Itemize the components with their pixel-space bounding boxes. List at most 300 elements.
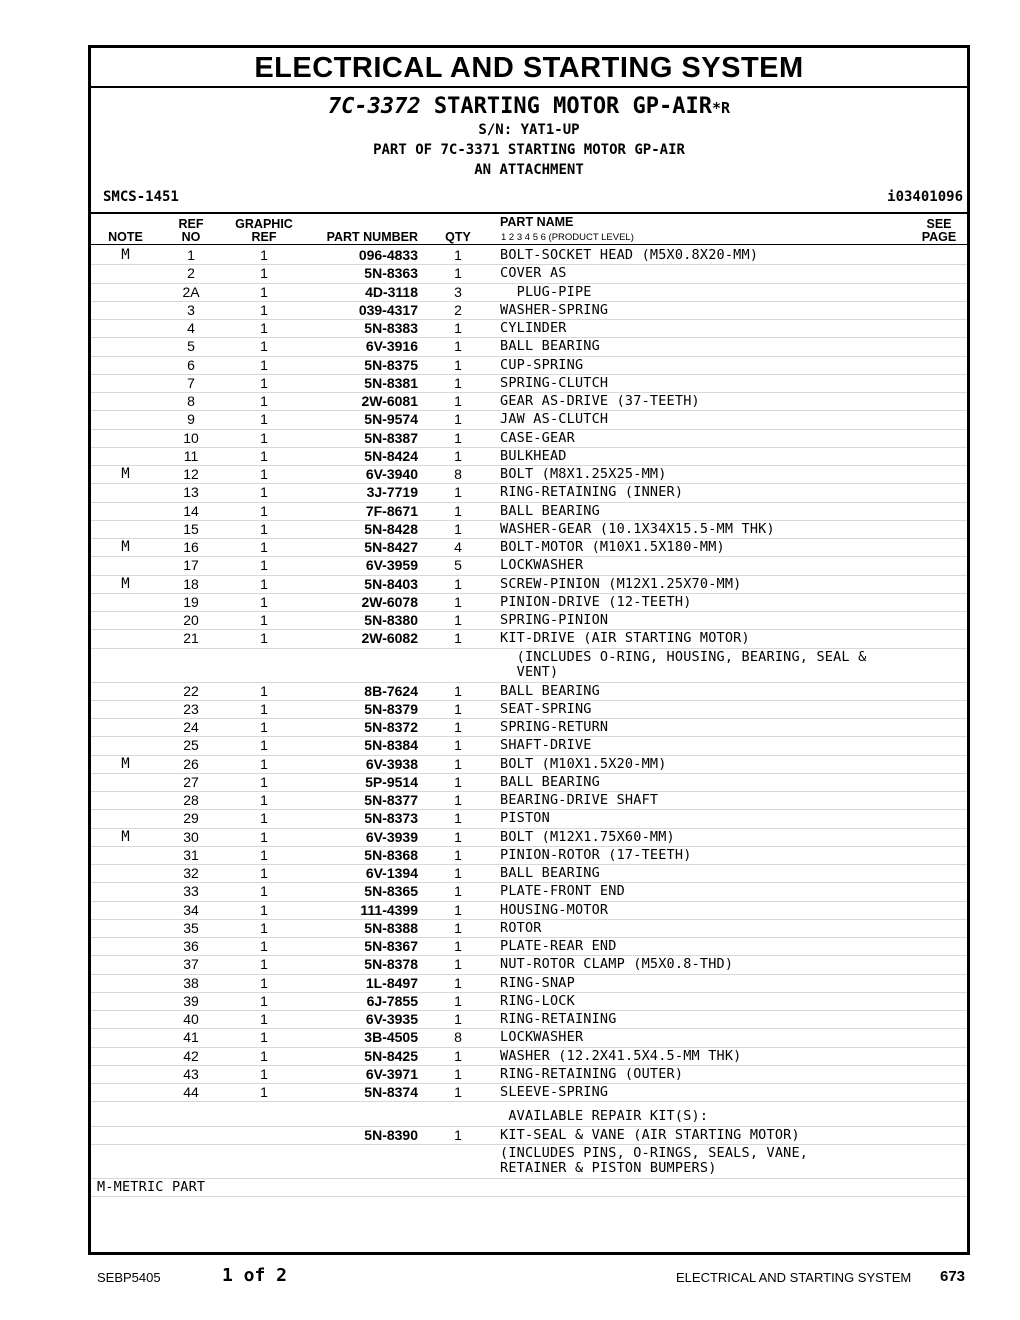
cell-graphic-ref: 1 — [260, 828, 268, 845]
cell-part-name: CYLINDER — [500, 320, 567, 336]
parts-list-frame — [88, 45, 970, 1255]
cell-ref: 32 — [183, 865, 199, 881]
cell-part-number: 6V-3971 — [365, 1065, 418, 1082]
cell-ref: 15 — [183, 520, 199, 537]
group-suffix: *R — [712, 99, 731, 117]
cell-part-name: PINION-ROTOR (17-TEETH) — [500, 846, 692, 863]
cell-part-name: BOLT-SOCKET HEAD (M5X0.8X20-MM) — [500, 247, 759, 263]
col-ref-top: REF — [178, 217, 204, 231]
cell-ref: 2 — [187, 265, 195, 282]
cell-qty: 1 — [454, 520, 462, 537]
document-id: SEBP5405 — [97, 1270, 161, 1285]
cell-graphic-ref: 1 — [260, 883, 268, 900]
cell-part-name: PINION-DRIVE (12-TEETH) — [500, 593, 692, 610]
cell-ref: 22 — [183, 682, 199, 699]
table-row — [91, 1047, 967, 1066]
cell-ref: 8 — [187, 393, 195, 409]
cell-graphic-ref: 1 — [260, 938, 268, 954]
cell-graphic-ref: 1 — [260, 612, 268, 628]
col-graphic-bottom: REF — [251, 230, 277, 244]
table-row — [91, 483, 967, 502]
cell-part-number: 5N-8373 — [364, 810, 418, 827]
cell-part-name: PISTON — [500, 810, 550, 827]
cell-part-number: 1L-8497 — [365, 974, 418, 991]
cell-graphic-ref: 1 — [260, 484, 268, 501]
cell-part-name: RING-RETAINING (OUTER) — [500, 1065, 684, 1082]
cell-part-number: 6V-3916 — [365, 338, 418, 355]
cell-ref: 39 — [183, 992, 199, 1009]
cell-part-number: 5N-8374 — [364, 1084, 418, 1100]
cell-part-number: 8B-7624 — [364, 682, 418, 699]
cell-graphic-ref: 1 — [260, 411, 268, 428]
column-header-divider — [91, 244, 967, 245]
table-row — [91, 1028, 967, 1047]
cell-graphic-ref: 1 — [260, 1065, 268, 1082]
cell-graphic-ref: 1 — [260, 265, 268, 282]
group-name: STARTING MOTOR GP-AIR — [433, 94, 713, 119]
cell-qty: 1 — [454, 901, 462, 918]
cell-part-name: HOUSING-MOTOR — [500, 901, 609, 918]
table-row — [91, 575, 967, 594]
table-row — [91, 700, 967, 719]
cell-part-number: 5N-8379 — [364, 700, 418, 717]
part-of-line: PART OF 7C-3371 STARTING MOTOR GP-AIR — [373, 142, 685, 158]
table-row — [91, 755, 967, 774]
cell-graphic-ref: 1 — [260, 301, 268, 318]
table-row — [91, 593, 967, 612]
cell-part-number: 2W-6082 — [361, 630, 418, 647]
table-row — [91, 682, 967, 701]
cell-qty: 1 — [454, 338, 462, 355]
cell-ref: 10 — [183, 429, 199, 446]
cell-qty: 1 — [454, 374, 462, 391]
cell-part-number: 6V-3940 — [365, 466, 418, 482]
cell-part-name: (INCLUDES PINS, O-RINGS, SEALS, VANE, RETAINER & PISTON BUMPERS) — [500, 1144, 809, 1176]
group-heading — [91, 94, 967, 119]
cell-ref: 30 — [183, 828, 199, 845]
cell-qty: 1 — [454, 484, 462, 501]
cell-part-number: 5N-8425 — [364, 1047, 418, 1064]
table-row — [91, 882, 967, 901]
cell-part-name: SHAFT-DRIVE — [500, 737, 592, 754]
cell-qty: 1 — [454, 356, 462, 373]
cell-part-number: 5N-8368 — [364, 846, 418, 863]
cell-qty: 1 — [454, 612, 462, 628]
table-row — [91, 937, 967, 956]
cell-part-name: CASE-GEAR — [500, 429, 575, 446]
cell-ref: 38 — [183, 974, 199, 991]
cell-ref: 13 — [183, 484, 199, 501]
cell-part-name: BALL BEARING — [500, 502, 600, 519]
cell-qty: 1 — [454, 773, 462, 790]
cell-part-number: 3J-7719 — [366, 484, 418, 501]
cell-part-number: 5N-8428 — [364, 520, 418, 537]
cell-part-name: BOLT (M12X1.75X60-MM) — [500, 828, 675, 845]
cell-graphic-ref: 1 — [260, 846, 268, 863]
cell-part-number: 5N-8427 — [364, 539, 418, 555]
cell-part-name: WASHER (12.2X41.5X4.5-MM THK) — [500, 1047, 742, 1064]
cell-note: M — [121, 247, 130, 263]
cell-part-number: 3B-4505 — [364, 1029, 418, 1046]
table-row — [91, 791, 967, 810]
cell-graphic-ref: 1 — [260, 575, 268, 592]
cell-graphic-ref: 1 — [260, 974, 268, 991]
table-row — [91, 629, 967, 648]
table-row — [91, 429, 967, 448]
table-row — [91, 736, 967, 755]
table-row — [91, 846, 967, 865]
cell-note: M — [121, 828, 130, 845]
table-row — [91, 1126, 967, 1145]
cell-ref: 43 — [183, 1065, 199, 1082]
cell-ref: 44 — [183, 1084, 199, 1100]
cell-part-name: KIT-SEAL & VANE (AIR STARTING MOTOR) — [500, 1126, 800, 1143]
cell-qty: 1 — [454, 447, 462, 464]
col-see-bottom: PAGE — [921, 230, 957, 244]
cell-ref: 11 — [183, 447, 199, 464]
serial-range: S/N: YAT1-UP — [478, 122, 580, 138]
col-qty: QTY — [445, 230, 471, 244]
table-row — [91, 1144, 967, 1179]
cell-ref: 37 — [183, 956, 199, 973]
cell-part-name: KIT-DRIVE (AIR STARTING MOTOR) — [500, 630, 750, 647]
cell-part-number: 6V-3959 — [365, 557, 418, 574]
cell-qty: 1 — [454, 502, 462, 519]
cell-part-name: BOLT-MOTOR (M10X1.5X180-MM) — [500, 539, 725, 555]
cell-qty: 1 — [454, 865, 462, 881]
cell-qty: 1 — [454, 755, 462, 772]
cell-graphic-ref: 1 — [260, 520, 268, 537]
cell-part-name: LOCKWASHER — [500, 1029, 584, 1046]
cell-qty: 1 — [454, 429, 462, 446]
cell-part-number: 2W-6078 — [361, 593, 418, 610]
cell-part-number: 096-4833 — [358, 247, 418, 263]
table-row — [91, 974, 967, 993]
cell-qty: 1 — [454, 974, 462, 991]
section-name: ELECTRICAL AND STARTING SYSTEM — [676, 1270, 912, 1285]
table-row — [91, 520, 967, 539]
table-row — [91, 337, 967, 356]
col-note: NOTE — [108, 230, 143, 244]
cell-part-name: LOCKWASHER — [500, 557, 584, 574]
cell-graphic-ref: 1 — [260, 502, 268, 519]
attachment-line: AN ATTACHMENT — [474, 162, 584, 178]
table-row — [91, 447, 967, 466]
cell-part-name: RING-RETAINING — [500, 1011, 617, 1027]
cell-ref: 2A — [182, 283, 200, 300]
cell-qty: 1 — [454, 1047, 462, 1064]
cell-ref: 27 — [183, 773, 199, 790]
cell-ref: 4 — [187, 320, 195, 336]
cell-qty: 1 — [454, 846, 462, 863]
cell-ref: 40 — [183, 1011, 199, 1027]
cell-qty: 1 — [454, 1126, 462, 1143]
col-graphic-top: GRAPHIC — [235, 217, 293, 231]
table-row — [91, 773, 967, 792]
cell-note: M — [121, 575, 130, 592]
table-row — [91, 374, 967, 393]
cell-ref: 34 — [183, 901, 199, 918]
table-row — [91, 1065, 967, 1084]
cell-qty: 5 — [454, 557, 462, 574]
cell-graphic-ref: 1 — [260, 1084, 268, 1100]
col-ref-bottom: NO — [181, 230, 201, 244]
cell-graphic-ref: 1 — [260, 901, 268, 918]
col-part-name: PART NAME — [500, 215, 574, 229]
table-row — [91, 864, 967, 883]
cell-note: M — [121, 466, 130, 482]
cell-qty: 1 — [454, 1065, 462, 1082]
cell-qty: 1 — [454, 630, 462, 647]
cell-graphic-ref: 1 — [260, 320, 268, 336]
table-row — [91, 955, 967, 974]
cell-part-name: RING-RETAINING (INNER) — [500, 484, 684, 501]
table-row — [91, 556, 967, 575]
cell-part-number: 039-4317 — [358, 301, 418, 318]
cell-part-name: BULKHEAD — [500, 447, 567, 464]
cell-ref: 28 — [183, 792, 199, 808]
table-row — [91, 283, 967, 302]
page-number: 673 — [940, 1268, 966, 1285]
cell-part-number: 5N-8375 — [364, 356, 418, 373]
cell-ref: 29 — [183, 810, 199, 827]
metric-note-row — [91, 1178, 967, 1197]
cell-qty: 4 — [454, 539, 462, 555]
cell-graphic-ref: 1 — [260, 792, 268, 808]
cell-ref: 14 — [183, 502, 199, 519]
cell-qty: 1 — [454, 265, 462, 282]
cell-part-name: (INCLUDES O-RING, HOUSING, BEARING, SEAL & VENT) — [516, 648, 867, 680]
cell-part-number: 5N-8384 — [364, 737, 418, 754]
cell-part-number: 5N-8424 — [364, 447, 418, 464]
cell-part-number: 6V-3935 — [365, 1011, 418, 1027]
cell-part-number: 5N-8378 — [364, 956, 418, 973]
cell-part-name: BALL BEARING — [500, 773, 600, 790]
cell-qty: 1 — [454, 1011, 462, 1027]
cell-qty: 1 — [454, 992, 462, 1009]
table-row — [91, 356, 967, 375]
cell-part-name: PLATE-REAR END — [500, 938, 617, 954]
col-product-level: 1 2 3 4 5 6 (PRODUCT LEVEL) — [501, 232, 634, 243]
cell-ref: 24 — [183, 719, 199, 735]
cell-graphic-ref: 1 — [260, 919, 268, 936]
cell-part-number: 5N-8365 — [364, 883, 418, 900]
cell-part-name: COVER AS — [500, 265, 567, 282]
cell-graphic-ref: 1 — [260, 1011, 268, 1027]
cell-part-name: BOLT (M10X1.5X20-MM) — [500, 755, 667, 772]
cell-part-name: BALL BEARING — [500, 682, 600, 699]
cell-part-number: 6V-3938 — [365, 755, 418, 772]
cell-qty: 1 — [454, 411, 462, 428]
table-row — [91, 538, 967, 557]
page-of: 1 of 2 — [222, 1265, 288, 1286]
table-row — [91, 718, 967, 737]
cell-ref: 23 — [183, 700, 199, 717]
table-row — [91, 246, 967, 265]
cell-part-name: BOLT (M8X1.25X25-MM) — [500, 466, 667, 482]
cell-graphic-ref: 1 — [260, 992, 268, 1009]
cell-ref: 26 — [183, 755, 199, 772]
cell-qty: 1 — [454, 320, 462, 336]
cell-ref: 17 — [183, 557, 199, 574]
cell-part-name: BEARING-DRIVE SHAFT — [500, 792, 659, 808]
group-part-number: 7C-3372 — [327, 94, 421, 119]
cell-ref: 42 — [183, 1047, 199, 1064]
cell-part-number: 5N-8380 — [364, 612, 418, 628]
cell-part-number: 4D-3118 — [365, 283, 418, 300]
table-row — [91, 1083, 967, 1102]
cell-part-number: 5N-8388 — [364, 919, 418, 936]
cell-part-name: CUP-SPRING — [500, 356, 584, 373]
cell-part-number: 5N-9574 — [364, 411, 418, 428]
table-row — [91, 809, 967, 828]
cell-qty: 1 — [454, 682, 462, 699]
cell-part-number: 5N-8363 — [364, 265, 418, 282]
cell-qty: 1 — [454, 883, 462, 900]
cell-qty: 8 — [454, 466, 462, 482]
cell-qty: 1 — [454, 719, 462, 735]
cell-graphic-ref: 1 — [260, 865, 268, 881]
metric-note: M-METRIC PART — [97, 1178, 206, 1195]
cell-graphic-ref: 1 — [260, 338, 268, 355]
header-divider — [91, 212, 967, 214]
illustration-id: i03401096 — [887, 189, 963, 205]
cell-part-name: RING-LOCK — [500, 992, 575, 1009]
table-row — [91, 319, 967, 338]
cell-qty: 1 — [454, 919, 462, 936]
cell-part-number: 6V-3939 — [365, 828, 418, 845]
cell-graphic-ref: 1 — [260, 247, 268, 263]
cell-part-name: PLUG-PIPE — [500, 283, 592, 300]
cell-part-number: 6J-7855 — [366, 992, 418, 1009]
cell-part-name: SCREW-PINION (M12X1.25X70-MM) — [500, 575, 742, 592]
cell-graphic-ref: 1 — [260, 447, 268, 464]
cell-part-number: 6V-1394 — [365, 865, 418, 881]
cell-part-name: RING-SNAP — [500, 974, 575, 991]
cell-qty: 1 — [454, 810, 462, 827]
table-row — [91, 465, 967, 484]
table-row — [91, 1101, 967, 1126]
cell-qty: 1 — [454, 737, 462, 754]
cell-note: M — [121, 755, 130, 772]
cell-qty: 1 — [454, 956, 462, 973]
table-row — [91, 828, 967, 847]
cell-part-number: 5N-8403 — [364, 575, 418, 592]
table-row — [91, 611, 967, 630]
table-row — [91, 502, 967, 521]
cell-qty: 1 — [454, 938, 462, 954]
cell-part-name: BALL BEARING — [500, 865, 600, 881]
cell-graphic-ref: 1 — [260, 682, 268, 699]
cell-graphic-ref: 1 — [260, 956, 268, 973]
cell-qty: 1 — [454, 393, 462, 409]
cell-part-number: 5N-8390 — [364, 1126, 418, 1143]
cell-ref: 20 — [183, 612, 199, 628]
cell-ref: 35 — [183, 919, 199, 936]
cell-part-name: WASHER-SPRING — [500, 301, 609, 318]
table-row — [91, 264, 967, 283]
cell-graphic-ref: 1 — [260, 539, 268, 555]
table-row — [91, 919, 967, 938]
cell-part-name: SPRING-RETURN — [500, 719, 609, 735]
cell-qty: 1 — [454, 700, 462, 717]
cell-ref: 1 — [187, 247, 195, 263]
cell-part-number: 5P-9514 — [365, 773, 418, 790]
cell-graphic-ref: 1 — [260, 810, 268, 827]
cell-part-name: SLEEVE-SPRING — [500, 1084, 609, 1100]
cell-qty: 1 — [454, 593, 462, 610]
cell-ref: 6 — [187, 356, 195, 373]
cell-ref: 12 — [183, 466, 199, 482]
cell-graphic-ref: 1 — [260, 755, 268, 772]
cell-ref: 7 — [187, 374, 195, 391]
cell-graphic-ref: 1 — [260, 557, 268, 574]
cell-graphic-ref: 1 — [260, 737, 268, 754]
cell-part-number: 5N-8381 — [364, 374, 418, 391]
cell-qty: 8 — [454, 1029, 462, 1046]
cell-ref: 5 — [187, 338, 195, 355]
cell-graphic-ref: 1 — [260, 356, 268, 373]
cell-graphic-ref: 1 — [260, 466, 268, 482]
cell-ref: 25 — [183, 737, 199, 754]
cell-qty: 1 — [454, 575, 462, 592]
cell-qty: 1 — [454, 1084, 462, 1100]
cell-graphic-ref: 1 — [260, 593, 268, 610]
smcs-code: SMCS-1451 — [103, 189, 179, 205]
cell-part-number: 2W-6081 — [361, 393, 418, 409]
cell-graphic-ref: 1 — [260, 283, 268, 300]
cell-part-name: BALL BEARING — [500, 338, 600, 355]
cell-qty: 1 — [454, 828, 462, 845]
cell-graphic-ref: 1 — [260, 429, 268, 446]
cell-ref: 3 — [187, 301, 195, 318]
col-part-number: PART NUMBER — [326, 230, 418, 244]
table-row — [91, 410, 967, 429]
cell-graphic-ref: 1 — [260, 1029, 268, 1046]
cell-ref: 33 — [183, 883, 199, 900]
cell-qty: 3 — [454, 283, 462, 300]
cell-qty: 1 — [454, 792, 462, 808]
cell-graphic-ref: 1 — [260, 374, 268, 391]
cell-ref: 16 — [183, 539, 199, 555]
table-row — [91, 1010, 967, 1029]
cell-part-number: 111-4399 — [360, 901, 418, 918]
cell-part-number: 5N-8387 — [364, 429, 418, 446]
cell-graphic-ref: 1 — [260, 393, 268, 409]
cell-part-name: SPRING-CLUTCH — [500, 374, 609, 391]
cell-ref: 31 — [183, 846, 199, 863]
cell-part-name: SPRING-PINION — [500, 612, 609, 628]
cell-graphic-ref: 1 — [260, 630, 268, 647]
cell-part-number: 5N-8377 — [364, 792, 418, 808]
cell-ref: 19 — [183, 593, 199, 610]
cell-part-name: WASHER-GEAR (10.1X34X15.5-MM THK) — [500, 520, 775, 537]
cell-qty: 1 — [454, 247, 462, 263]
cell-graphic-ref: 1 — [260, 719, 268, 735]
table-row — [91, 901, 967, 920]
cell-ref: 41 — [183, 1029, 199, 1046]
cell-qty: 2 — [454, 301, 462, 318]
cell-part-number: 5N-8372 — [364, 719, 418, 735]
cell-part-name: JAW AS-CLUTCH — [500, 411, 609, 428]
cell-ref: 21 — [183, 630, 199, 647]
cell-part-number: 5N-8367 — [364, 938, 418, 954]
cell-part-name: ROTOR — [500, 919, 542, 936]
cell-ref: 9 — [187, 411, 195, 428]
cell-graphic-ref: 1 — [260, 1047, 268, 1064]
cell-part-name: AVAILABLE REPAIR KIT(S): — [500, 1108, 709, 1125]
cell-graphic-ref: 1 — [260, 700, 268, 717]
